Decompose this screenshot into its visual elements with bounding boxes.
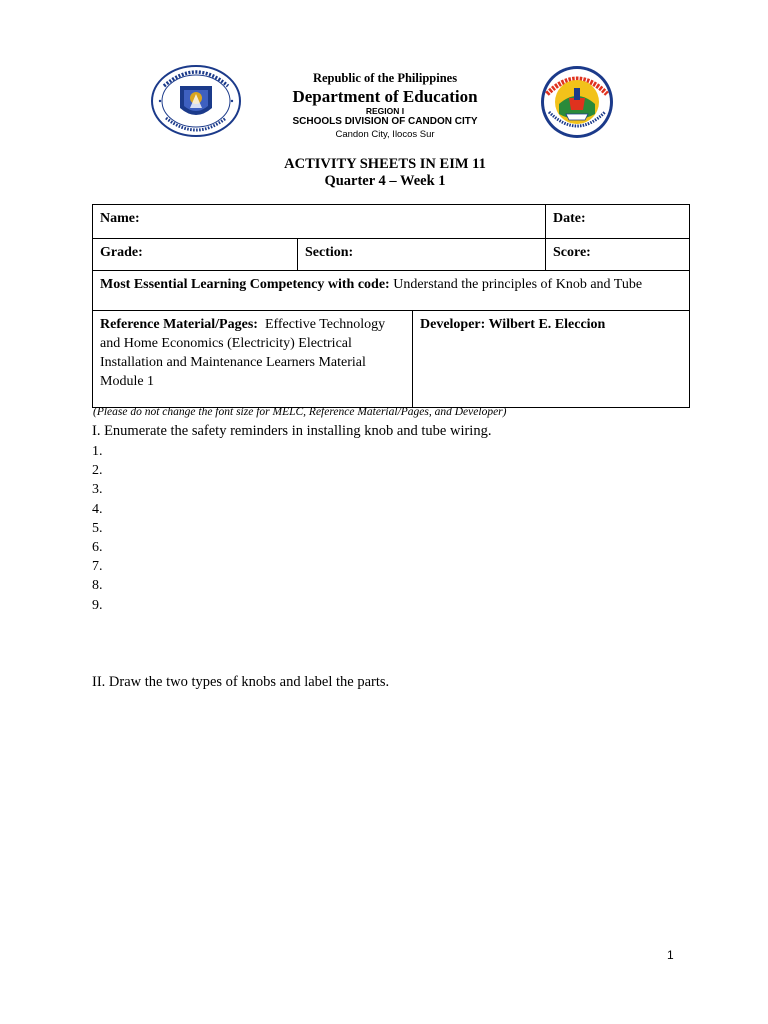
list-item: 6. bbox=[92, 539, 103, 555]
melc-cell bbox=[93, 271, 690, 311]
reference-value: Effective Technology and Home Economics (Electricity) Electrical Installation and Maintenance Learners Material Module 1 bbox=[100, 317, 386, 389]
list-item: 1. bbox=[92, 444, 103, 459]
list-item: 9. bbox=[92, 597, 103, 613]
department-heading: Department of Education bbox=[292, 87, 478, 106]
list-item: 5. bbox=[92, 520, 103, 536]
date-field[interactable]: Date: bbox=[546, 205, 690, 239]
activity-title: ACTIVITY SHEETS IN EIM 11 bbox=[284, 156, 486, 172]
list-item: 7. bbox=[92, 559, 103, 575]
section1-prompt: I. Enumerate the safety reminders in installing knob and tube wiring. bbox=[92, 423, 492, 439]
student-info-table bbox=[92, 204, 690, 408]
section2-prompt: II. Draw the two types of knobs and label the parts. bbox=[92, 674, 390, 690]
city-heading: Candon City, Ilocos Sur bbox=[335, 129, 435, 140]
list-item: 4. bbox=[92, 501, 103, 517]
melc-label: Most Essential Learning Competency with code: bbox=[100, 277, 390, 292]
reference-cell bbox=[93, 311, 413, 408]
deped-seal-logo bbox=[150, 64, 242, 138]
developer-value: Wilbert E. Eleccion bbox=[488, 317, 606, 332]
list-item: 8. bbox=[92, 578, 103, 594]
font-size-note: (Please do not change the font size for MELC, Reference Material/Pages, and Developer) bbox=[93, 406, 507, 418]
region-heading: REGION I bbox=[365, 106, 405, 116]
grade-field[interactable]: Grade: bbox=[93, 239, 298, 271]
developer-cell bbox=[413, 311, 690, 408]
score-field[interactable]: Score: bbox=[546, 239, 690, 271]
division-seal-logo bbox=[533, 64, 621, 140]
division-heading: SCHOOLS DIVISION OF CANDON CITY bbox=[292, 116, 478, 127]
enumeration-list bbox=[92, 442, 103, 615]
page-number: 1 bbox=[667, 948, 674, 962]
melc-value: Understand the principles of Knob and Tube bbox=[393, 277, 643, 292]
developer-label: Developer: bbox=[420, 317, 486, 332]
section-field[interactable]: Section: bbox=[298, 239, 546, 271]
list-item: 3. bbox=[92, 482, 103, 498]
name-field[interactable]: Name: bbox=[93, 205, 546, 239]
reference-label: Reference Material/Pages: bbox=[100, 317, 258, 332]
list-item: 2. bbox=[92, 463, 103, 479]
republic-heading: Republic of the Philippines bbox=[312, 71, 458, 85]
quarter-week-title: Quarter 4 – Week 1 bbox=[324, 173, 446, 189]
